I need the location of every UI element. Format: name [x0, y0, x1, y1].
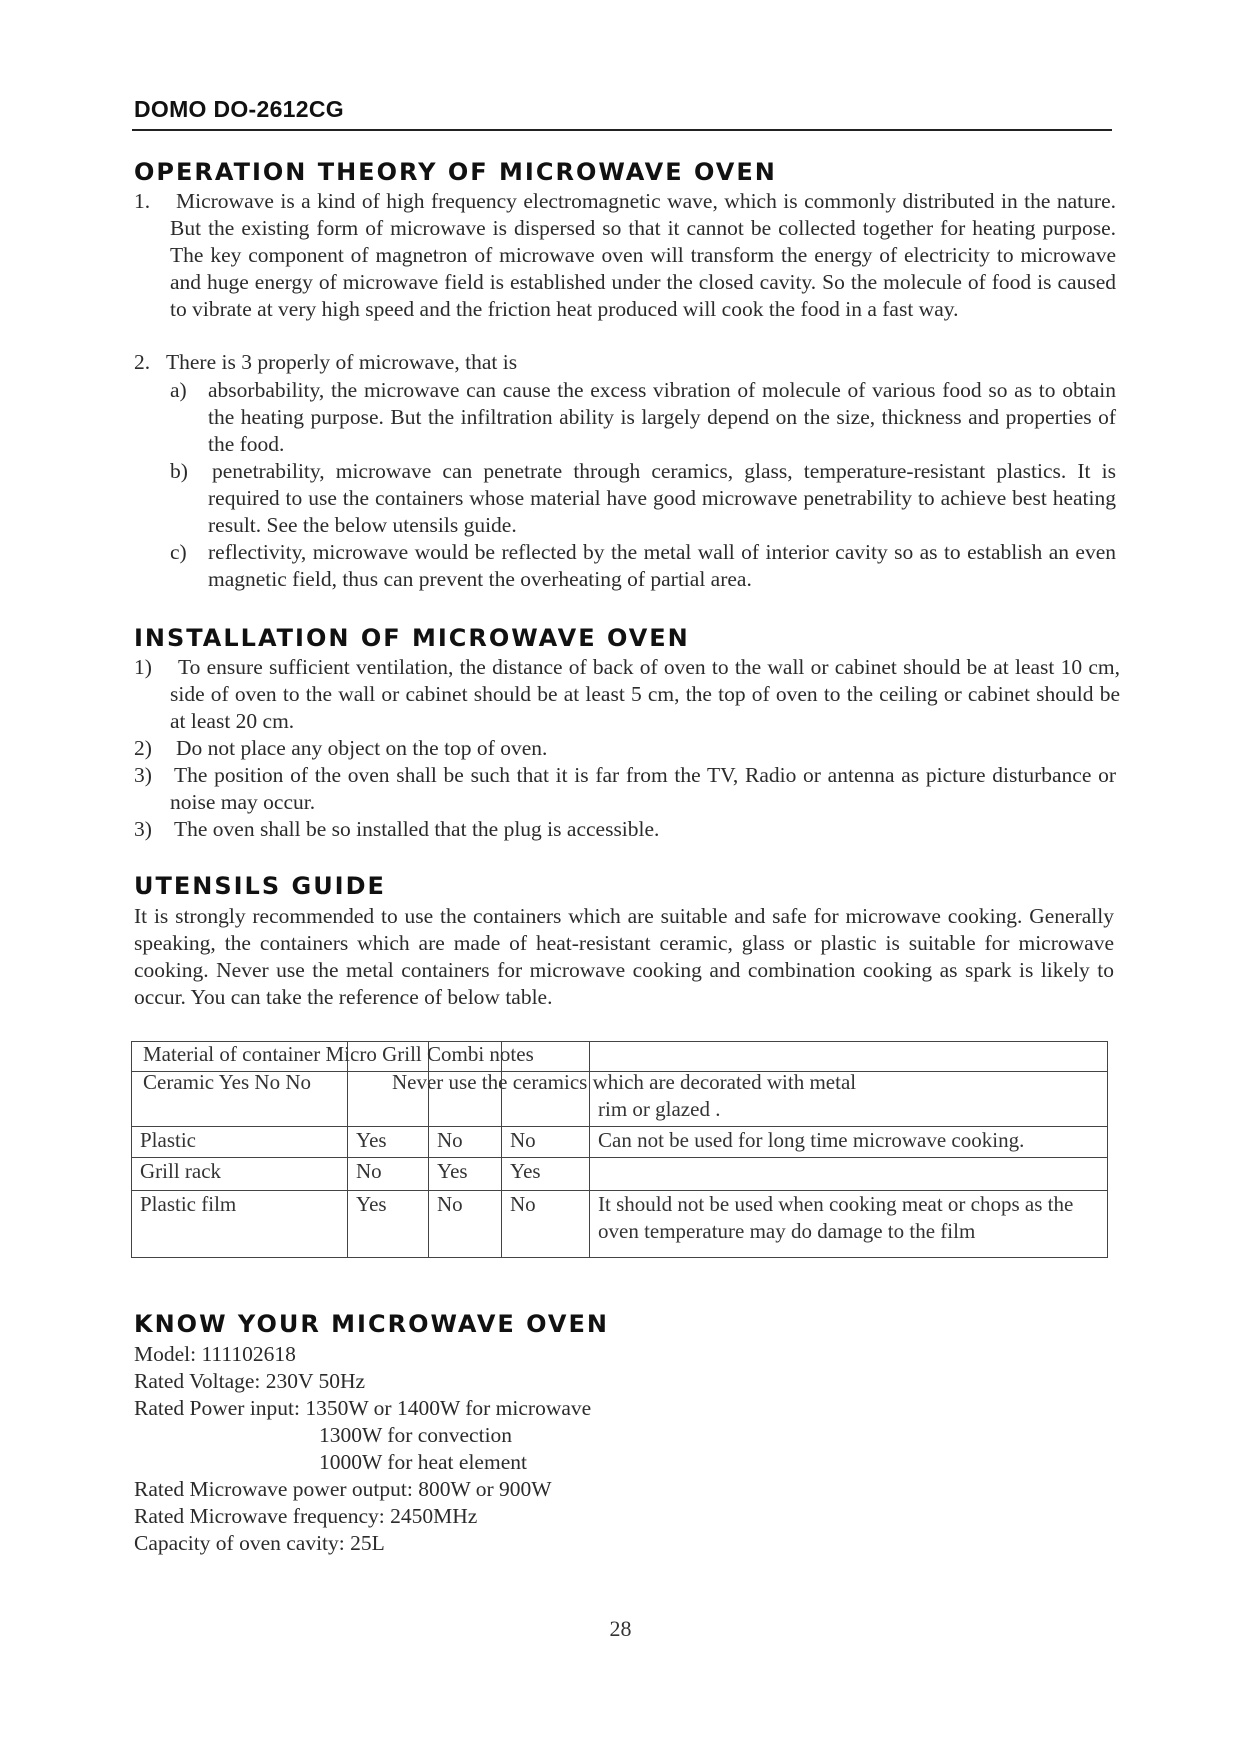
spec-voltage: Rated Voltage: 230V 50Hz — [134, 1369, 366, 1393]
list-item-text: Microwave is a kind of high frequency electromagnetic wave, which is commonly distributed in the nature. But the existing form of microwave is dispersed so that it cannot be collected together for heating purpose. The key component of magnetron of microwave oven will transform the energy of electricity to microwave and huge energy of microwave field is established under the closed cavity. So the molecule of food is caused to vibrate at very high speed and the friction heat produced will cook the food in a fast way. — [170, 189, 1116, 321]
cell-combi: No — [502, 1191, 590, 1258]
sublist-item-text: penetrability, microwave can penetrate through ceramics, glass, temperature-resistant plastics. It is required to use the containers whose material have good microwave penetrability to achieve best heating result. See the below utensils guide. — [208, 459, 1116, 537]
sublist-item-text: absorbability, the microwave can cause the excess vibration of molecule of various food so as to obtain the heating purpose. But the infiltration ability is largely depend on the size, thickness and properties of the food. — [208, 378, 1116, 456]
spec-microwave-output: Rated Microwave power output: 800W or 900W — [134, 1477, 552, 1501]
ceramic-note-line1: Never use the ceramics which are decorated with metal — [392, 1070, 857, 1094]
list-marker: 2. — [134, 350, 151, 374]
cell-grill: No — [429, 1127, 502, 1158]
spec-power-input: Rated Power input: 1350W or 1400W for microwave — [134, 1396, 592, 1420]
cell-notes: It should not be used when cooking meat or chops as the oven temperature may do damage to the film — [590, 1191, 1108, 1258]
section-title-utensils: UTENSILS GUIDE — [134, 872, 386, 900]
brand-header: DOMO DO-2612CG — [134, 96, 344, 122]
spec-power-convection: 1300W for convection — [319, 1423, 513, 1447]
cell-grill: Yes — [429, 1158, 502, 1191]
list-marker: 1. — [134, 189, 151, 213]
ceramic-note-line2: rim or glazed . — [598, 1097, 721, 1121]
list-item-text: Do not place any object on the top of oven. — [176, 736, 548, 760]
cell-notes: Can not be used for long time microwave cooking. — [590, 1127, 1108, 1158]
cell-micro: No — [348, 1158, 429, 1191]
list-item-text: The position of the oven shall be such that it is far from the TV, Radio or antenna as picture disturbance or noise may occur. — [170, 763, 1116, 814]
table-row — [132, 1158, 1108, 1191]
spec-frequency: Rated Microwave frequency: 2450MHz — [134, 1504, 478, 1528]
list-item-text: There is 3 properly of microwave, that is — [166, 350, 518, 374]
spec-capacity: Capacity of oven cavity: 25L — [134, 1531, 385, 1555]
section-title-operation-theory: OPERATION THEORY OF MICROWAVE OVEN — [134, 158, 777, 186]
list-item-text: To ensure sufficient ventilation, the distance of back of oven to the wall or cabinet should be at least 10 cm, side of oven to the wall or cabinet should be at least 5 cm, the top of oven to the ceiling or cabinet should be at least 20 cm. — [170, 655, 1120, 733]
ceramic-row-text: Ceramic Yes No No — [143, 1070, 311, 1094]
cell-micro: Yes — [348, 1191, 429, 1258]
sublist-marker: b) — [170, 459, 188, 483]
sublist-marker: c) — [170, 540, 187, 564]
table-row — [132, 1127, 1108, 1158]
cell-combi: No — [502, 1127, 590, 1158]
cell-notes — [590, 1158, 1108, 1191]
page-number: 28 — [609, 1616, 632, 1641]
section-title-know-your-oven: KNOW YOUR MICROWAVE OVEN — [134, 1310, 609, 1338]
table-header-text: Material of container Micro Grill Combi notes — [143, 1042, 534, 1066]
list-item-text: The oven shall be so installed that the plug is accessible. — [174, 817, 660, 841]
list-marker: 3) — [134, 817, 152, 841]
sublist-item-text: reflectivity, microwave would be reflected by the metal wall of interior cavity so as to establish an even magnetic field, thus can prevent the overheating of partial area. — [208, 540, 1116, 591]
section-title-installation: INSTALLATION OF MICROWAVE OVEN — [134, 624, 690, 652]
header-rule — [132, 129, 1112, 131]
cell-grill: No — [429, 1191, 502, 1258]
cell-material: Plastic — [132, 1127, 348, 1158]
table-row — [132, 1191, 1108, 1258]
cell-material: Grill rack — [132, 1158, 348, 1191]
cell-material: Plastic film — [132, 1191, 348, 1258]
sublist-marker: a) — [170, 378, 187, 402]
cell-micro: Yes — [348, 1127, 429, 1158]
list-marker: 2) — [134, 736, 152, 760]
utensils-intro: It is strongly recommended to use the containers which are suitable and safe for microwave cooking. Generally speaking, the containers which are made of heat-resistant ceramic, glass or plastic is suitable for microwave cooking. Never use the metal containers for microwave cooking and combination cooking as spark is likely to occur. You can take the reference of below table. — [134, 904, 1114, 1009]
cell-combi: Yes — [502, 1158, 590, 1191]
spec-model: Model: 111102618 — [134, 1342, 296, 1366]
list-marker: 3) — [134, 763, 152, 787]
list-marker: 1) — [134, 655, 152, 679]
spec-power-heat-element: 1000W for heat element — [319, 1450, 527, 1474]
